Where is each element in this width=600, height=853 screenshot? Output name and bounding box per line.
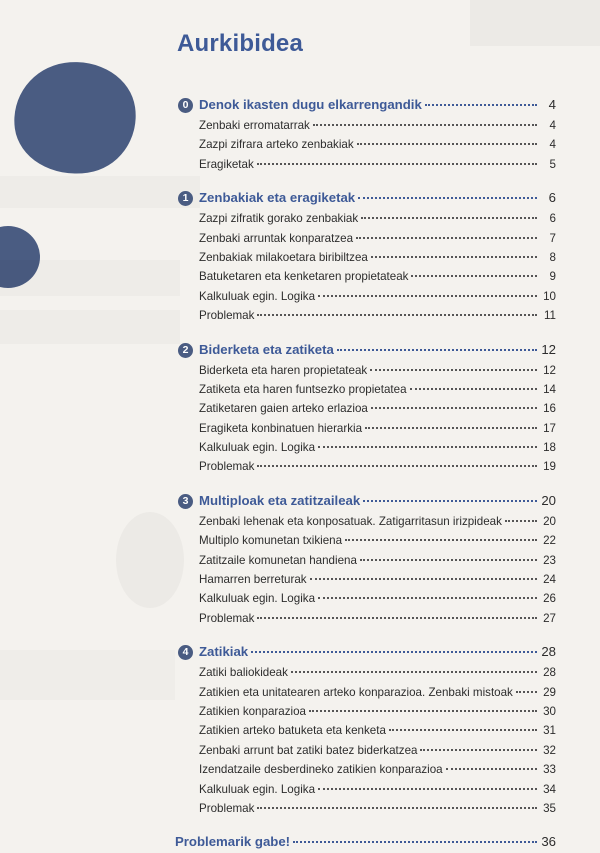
toc-entry[interactable] xyxy=(178,570,556,589)
page-number: 33 xyxy=(543,763,556,777)
chapter-1 xyxy=(178,187,556,325)
page-number: 10 xyxy=(543,289,556,303)
page-number: 5 xyxy=(549,157,556,171)
chapter-number-badge: 1 xyxy=(178,191,193,206)
chapter-number-badge: 4 xyxy=(178,645,193,660)
entry-label: Zenbaki arrunt bat zatiki batez biderkatzea xyxy=(199,743,418,757)
dot-leader xyxy=(318,788,537,790)
chapter-heading[interactable] xyxy=(178,94,556,116)
page-number: 32 xyxy=(543,743,556,757)
toc-entry[interactable] xyxy=(178,780,556,799)
toc-entry[interactable] xyxy=(178,663,556,682)
decorative-blob-top xyxy=(7,54,143,182)
final-section-heading[interactable] xyxy=(175,831,556,853)
chapter-number-badge: 3 xyxy=(178,494,193,509)
chapter-title: Multiploak eta zatitzaileak xyxy=(199,492,361,508)
dot-leader xyxy=(356,237,537,239)
chapter-number-badge: 0 xyxy=(178,98,193,113)
toc-entry[interactable] xyxy=(178,589,556,608)
page-number: 6 xyxy=(549,212,556,226)
dot-leader xyxy=(318,295,537,297)
dot-leader xyxy=(370,369,537,371)
toc-entry[interactable] xyxy=(178,457,556,476)
dot-leader xyxy=(365,427,537,429)
entry-label: Problemak xyxy=(199,611,255,625)
entry-label: Problemak xyxy=(199,460,255,474)
entry-label: Zatitzaile komunetan handiena xyxy=(199,553,357,567)
dot-leader xyxy=(318,446,537,448)
page-number: 30 xyxy=(543,704,556,718)
toc-entry[interactable] xyxy=(178,512,556,531)
entry-label: Izendatzaile desberdineko zatikien konparazioa xyxy=(199,763,443,777)
entry-label: Zatikien eta unitatearen arteko konparazioa. Zenbaki mistoak xyxy=(199,685,513,699)
page-number: 26 xyxy=(543,592,556,606)
toc-entry[interactable] xyxy=(178,760,556,779)
dot-leader xyxy=(318,597,537,599)
page-number: 27 xyxy=(543,611,556,625)
toc-entry[interactable] xyxy=(178,248,556,267)
chapter-heading[interactable] xyxy=(178,641,556,663)
page-number: 20 xyxy=(541,492,556,508)
chapter-heading[interactable] xyxy=(178,490,556,512)
dot-leader xyxy=(337,349,537,351)
final-section xyxy=(175,831,556,853)
page-number: 8 xyxy=(549,250,556,264)
dot-leader xyxy=(257,807,537,809)
entry-label: Problemak xyxy=(199,309,255,323)
dot-leader xyxy=(505,520,537,522)
page-number: 22 xyxy=(543,534,556,548)
entry-label: Zatikien arteko batuketa eta kenketa xyxy=(199,724,386,738)
dot-leader xyxy=(425,104,537,106)
toc-entry[interactable] xyxy=(178,306,556,325)
entry-label: Hamarren berreturak xyxy=(199,573,307,587)
dot-leader xyxy=(345,539,537,541)
table-of-contents xyxy=(175,94,556,853)
entry-label: Zatikien konparazioa xyxy=(199,704,306,718)
dot-leader xyxy=(310,578,537,580)
dot-leader xyxy=(257,617,537,619)
entry-label: Kalkuluak egin. Logika xyxy=(199,441,316,455)
chapter-heading[interactable] xyxy=(178,339,556,361)
dot-leader xyxy=(371,256,537,258)
toc-entry[interactable] xyxy=(178,209,556,228)
page-number: 19 xyxy=(543,460,556,474)
page-number: 12 xyxy=(541,341,556,357)
entry-label: Zenbakiak milakoetara biribiltzea xyxy=(199,250,368,264)
entry-label: Multiplo komunetan txikiena xyxy=(199,534,343,548)
toc-entry[interactable] xyxy=(178,287,556,306)
page-number: 36 xyxy=(541,834,556,850)
page-number: 20 xyxy=(543,514,556,528)
page-number: 12 xyxy=(543,363,556,377)
entry-label: Zenbaki arruntak konparatzea xyxy=(199,231,354,245)
dot-leader xyxy=(291,671,537,673)
chapter-title: Biderketa eta zatiketa xyxy=(199,341,334,357)
entry-label: Zatiketa eta haren funtsezko propietatea xyxy=(199,382,407,396)
dot-leader xyxy=(257,163,537,165)
dot-leader xyxy=(257,314,537,316)
chapter-4 xyxy=(178,641,556,818)
chapter-title: Zatikiak xyxy=(199,644,249,660)
dot-leader xyxy=(313,124,537,126)
page-number: 24 xyxy=(543,573,556,587)
chapter-2 xyxy=(178,339,556,477)
toc-entry[interactable] xyxy=(178,361,556,380)
toc-entry[interactable] xyxy=(178,551,556,570)
page-title: Aurkibidea xyxy=(177,30,304,57)
page-number: 9 xyxy=(549,270,556,284)
entry-label: Kalkuluak egin. Logika xyxy=(199,289,316,303)
dot-leader xyxy=(389,729,537,731)
toc-entry[interactable] xyxy=(178,155,556,174)
chapter-title: Zenbakiak eta eragiketak xyxy=(199,190,356,206)
page-number: 18 xyxy=(543,441,556,455)
chapter-0 xyxy=(178,94,556,174)
chapter-number-badge: 2 xyxy=(178,343,193,358)
page-number: 16 xyxy=(543,402,556,416)
page-number: 4 xyxy=(548,97,556,112)
entry-label: Problemak xyxy=(199,801,255,815)
toc-entry[interactable] xyxy=(178,438,556,457)
dot-leader xyxy=(420,749,537,751)
dot-leader xyxy=(251,651,537,653)
entry-label: Biderketa eta haren propietateak xyxy=(199,363,368,377)
dot-leader xyxy=(446,768,537,770)
page-number: 23 xyxy=(543,553,556,567)
toc-entry[interactable] xyxy=(178,741,556,760)
toc-entry[interactable] xyxy=(178,135,556,154)
toc-entry[interactable] xyxy=(178,229,556,248)
dot-leader xyxy=(516,691,537,693)
page-number: 34 xyxy=(543,782,556,796)
dot-leader xyxy=(363,500,537,502)
chapter-3 xyxy=(178,490,556,628)
decorative-blob-left xyxy=(0,226,40,288)
entry-label: Kalkuluak egin. Logika xyxy=(199,592,316,606)
dot-leader xyxy=(257,465,537,467)
page-number: 29 xyxy=(543,685,556,699)
page-number: 17 xyxy=(543,421,556,435)
page-number: 4 xyxy=(549,138,556,152)
dot-leader xyxy=(371,407,537,409)
toc-entry[interactable] xyxy=(178,702,556,721)
toc-entry[interactable] xyxy=(178,399,556,418)
entry-label: Kalkuluak egin. Logika xyxy=(199,782,316,796)
dot-leader xyxy=(410,388,537,390)
toc-entry[interactable] xyxy=(178,799,556,818)
entry-label: Zatiketaren gaien arteko erlazioa xyxy=(199,402,368,416)
page-number: 7 xyxy=(549,231,556,245)
entry-label: Zatiki baliokideak xyxy=(199,666,288,680)
entry-label: Zenbaki lehenak eta konposatuak. Zatigarritasun irizpideak xyxy=(199,514,502,528)
toc-entry[interactable] xyxy=(178,609,556,628)
page-number: 31 xyxy=(543,724,556,738)
dot-leader xyxy=(293,841,537,843)
page-number: 4 xyxy=(549,119,556,132)
entry-label: Zazpi zifrara arteko zenbakiak xyxy=(199,138,354,152)
toc-entry[interactable] xyxy=(178,267,556,286)
final-section-title: Problemarik gabe! xyxy=(175,834,291,850)
page-number: 14 xyxy=(543,382,556,396)
toc-entry[interactable] xyxy=(178,721,556,740)
entry-label: Zenbaki erromatarrak xyxy=(199,119,310,132)
entry-label: Eragiketa konbinatuen hierarkia xyxy=(199,421,363,435)
page-number: 11 xyxy=(543,309,556,323)
toc-entry[interactable] xyxy=(178,531,556,550)
entry-label: Batuketaren eta kenketaren propietateak xyxy=(199,270,409,284)
dot-leader xyxy=(309,710,537,712)
toc-entry[interactable] xyxy=(178,116,556,135)
dot-leader xyxy=(411,275,537,277)
dot-leader xyxy=(358,197,537,199)
dot-leader xyxy=(361,217,537,219)
entry-label: Zazpi zifratik gorako zenbakiak xyxy=(199,212,359,226)
toc-entry[interactable] xyxy=(178,419,556,438)
entry-label: Eragiketak xyxy=(199,157,254,171)
chapter-title: Denok ikasten dugu elkarrengandik xyxy=(199,97,422,112)
dot-leader xyxy=(360,559,537,561)
page-number: 35 xyxy=(543,801,556,815)
page-number: 6 xyxy=(548,190,556,206)
page-number: 28 xyxy=(541,644,556,660)
toc-entry[interactable] xyxy=(178,380,556,399)
dot-leader xyxy=(357,143,537,145)
chapter-heading[interactable] xyxy=(178,187,556,209)
page-number: 28 xyxy=(543,666,556,680)
toc-entry[interactable] xyxy=(178,683,556,702)
